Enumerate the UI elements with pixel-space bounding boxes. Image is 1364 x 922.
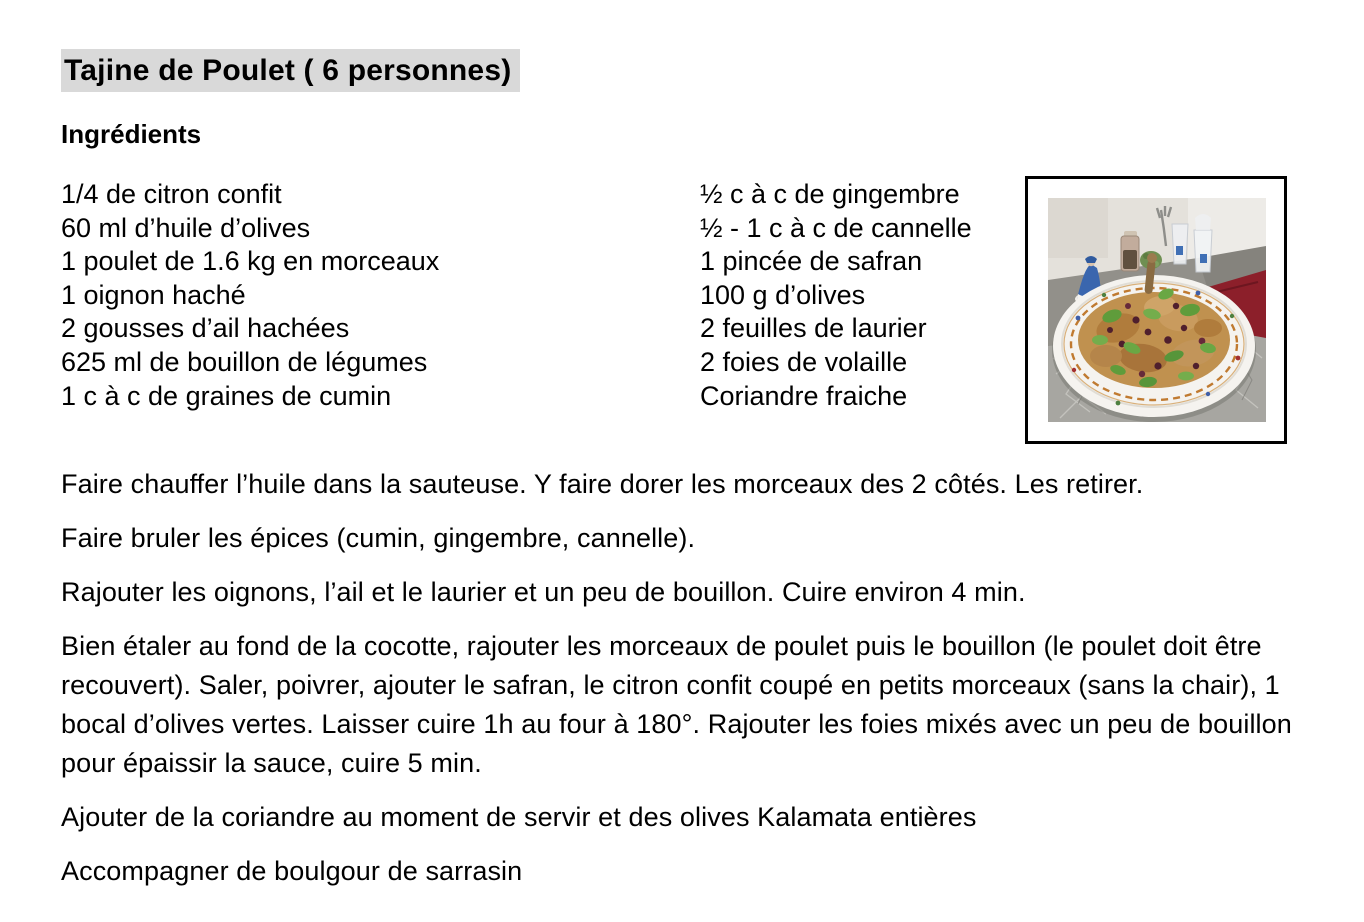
ingredients-column-left (61, 178, 661, 413)
recipe-photo-frame (1025, 176, 1287, 444)
photo-spice-jar (1121, 231, 1139, 271)
ingredient-item: 1 poulet de 1.6 kg en morceaux (61, 246, 440, 277)
ingredient-item: Coriandre fraiche (700, 380, 908, 411)
ingredient-item: 1/4 de citron confit (61, 179, 282, 209)
ingredient-item: 100 g d’olives (700, 279, 866, 310)
ingredient-item: 625 ml de bouillon de légumes (61, 346, 428, 377)
step-paragraph: Rajouter les oignons, l’ail et le laurier et un peu de bouillon. Cuire environ 4 min. (61, 577, 1026, 607)
ingredient-item: ½ - 1 c à c de cannelle (700, 212, 972, 243)
step-paragraph: Faire chauffer l’huile dans la sauteuse. Y faire dorer les morceaux des 2 côtés. Les retirer. (61, 469, 1144, 499)
ingredient-item: 60 ml d’huile d’olives (61, 212, 311, 243)
step-paragraph: Bien étaler au fond de la cocotte, rajouter les morceaux de poulet puis le bouillon (le poulet doit être recouvert). Saler, poivrer, ajouter le safran, le citron confit coupé en petits morceaux (sans la chair), 1 bocal d’olives vertes. Laisser cuire 1h au four à 180°. Rajouter les foies mixés avec un peu de bouillon pour épaissir la sauce, cuire 5 min. (61, 631, 1292, 778)
ingredient-item: 1 pincée de safran (700, 246, 923, 277)
ingredient-item: 2 foies de volaille (700, 346, 908, 377)
ingredient-item: 2 feuilles de laurier (700, 313, 927, 344)
recipe-photo (1048, 198, 1266, 422)
step-paragraph: Faire bruler les épices (cumin, gingembre, cannelle). (61, 523, 696, 553)
step-paragraph: Accompagner de boulgour de sarrasin (61, 856, 523, 886)
ingredients-column-right (700, 178, 1030, 413)
step-paragraph: Ajouter de la coriandre au moment de servir et des olives Kalamata entières (61, 802, 977, 832)
ingredient-item: 1 c à c de graines de cumin (61, 380, 392, 411)
preparation-steps (61, 465, 1323, 906)
ingredient-item: ½ c à c de gingembre (700, 179, 960, 209)
ingredient-item: 2 gousses d’ail hachées (61, 313, 350, 344)
ingredients-heading: Ingrédients (61, 119, 202, 149)
title-row (61, 49, 520, 92)
ingredient-item: 1 oignon haché (61, 279, 246, 310)
recipe-title: Tajine de Poulet ( 6 personnes) (61, 49, 520, 92)
